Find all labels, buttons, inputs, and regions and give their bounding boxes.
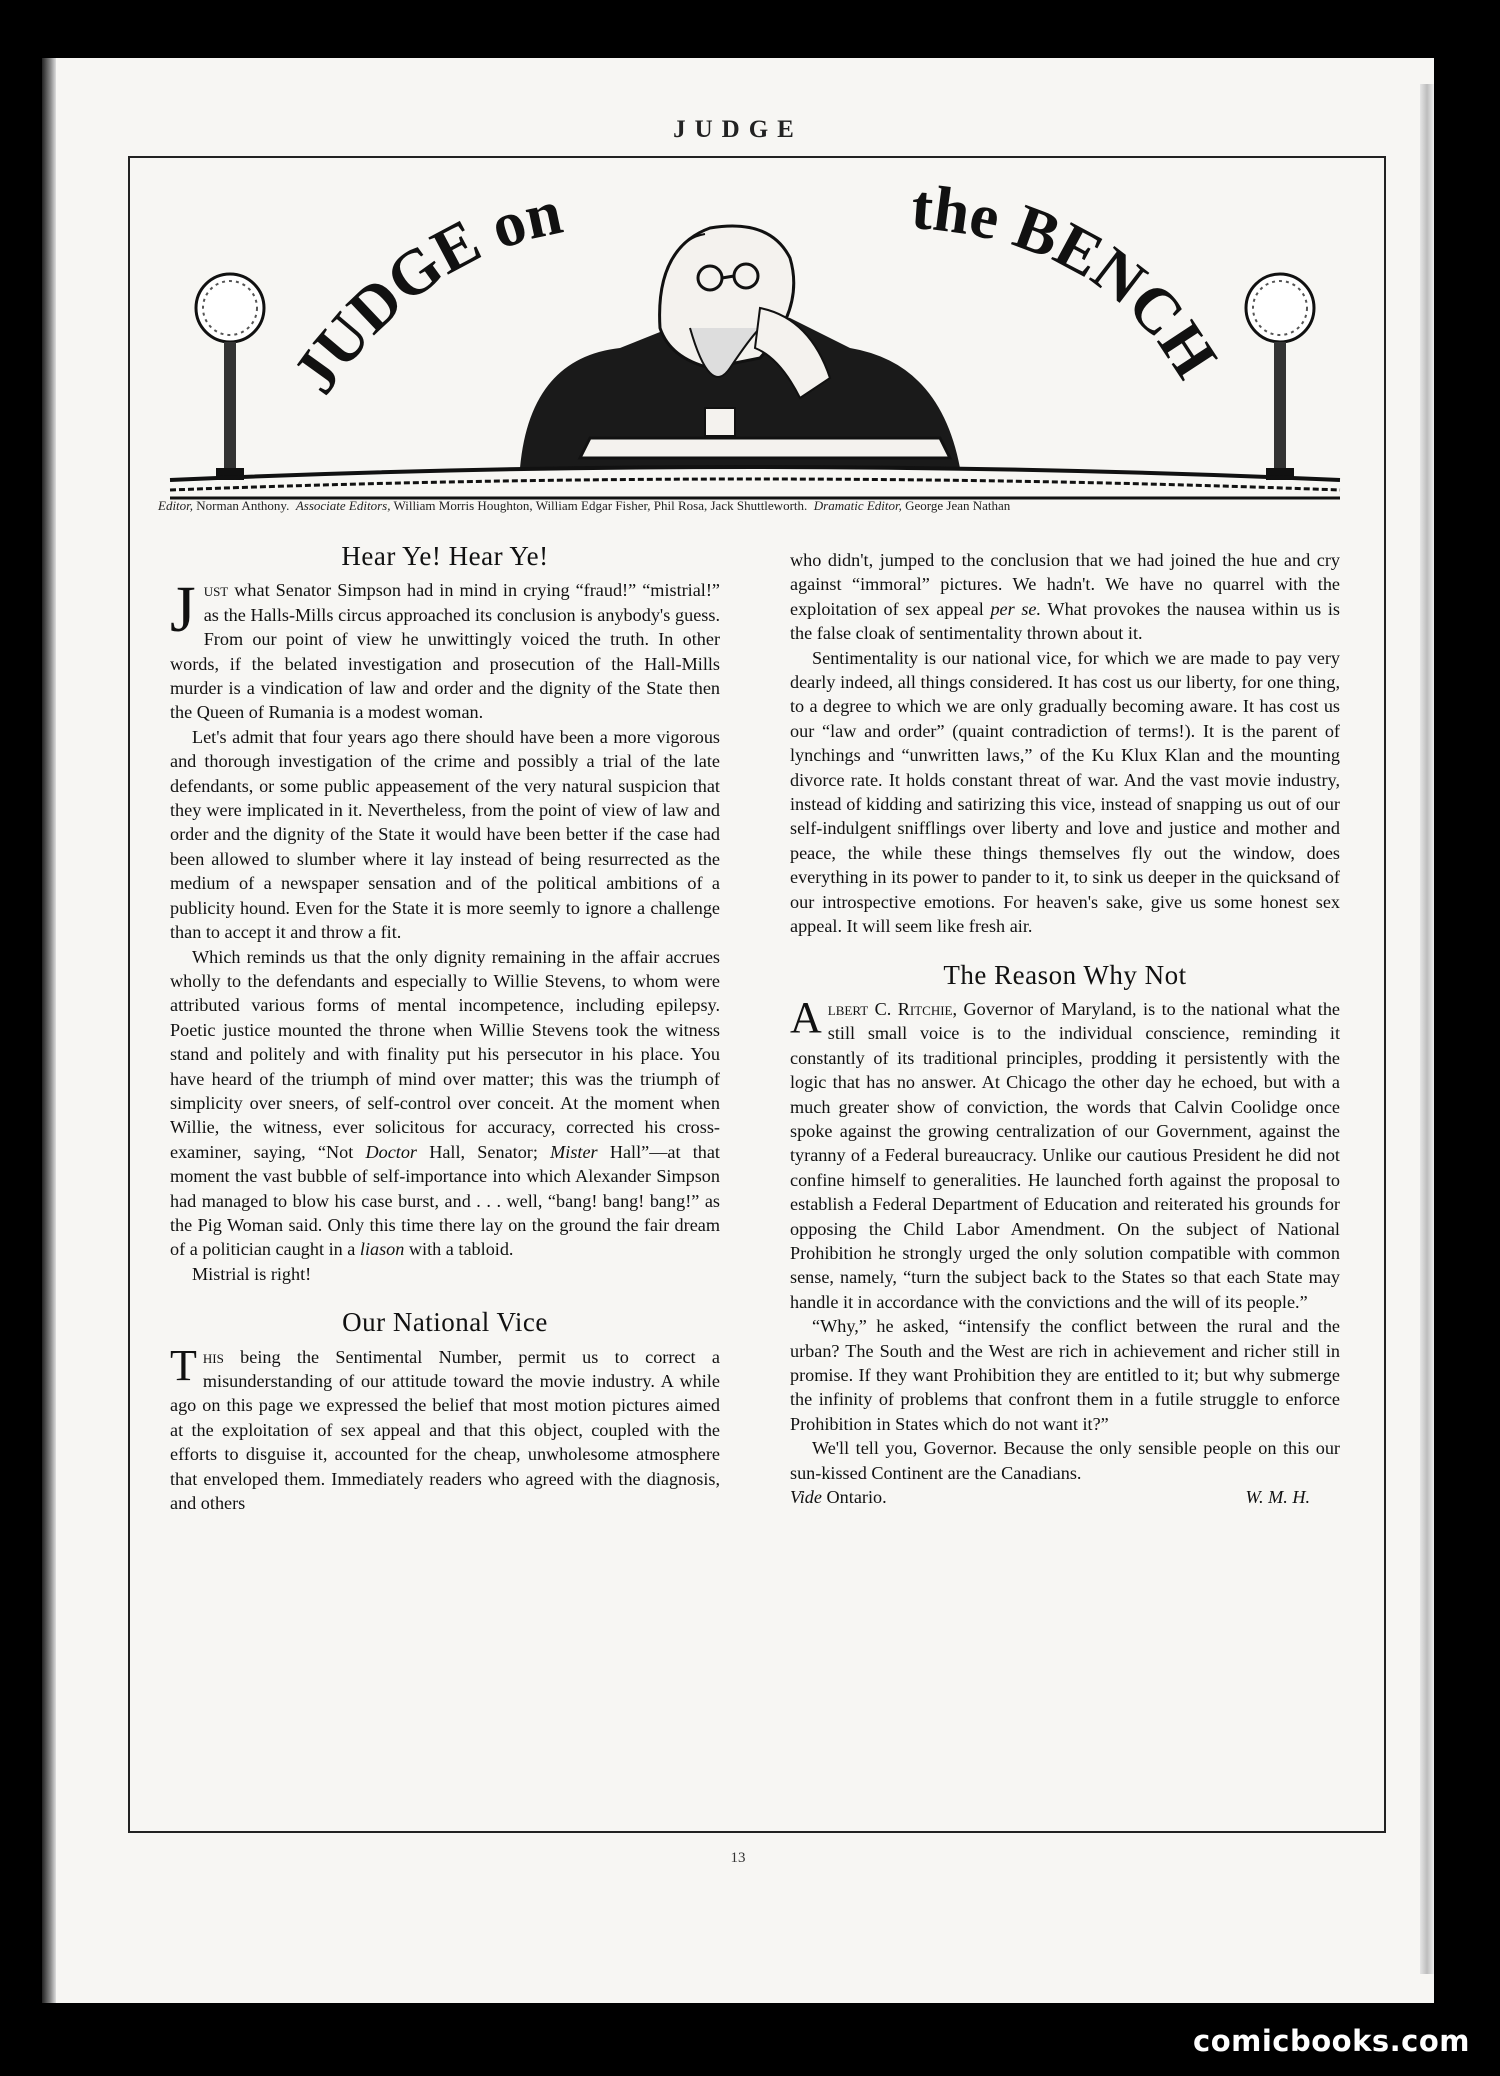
article-heading: Our National Vice <box>342 1307 548 1338</box>
article-paragraph: who didn't, jumped to the conclusion that we had joined the hue and cry against “immoral” pictures. We hadn't. We have no quarrel with the exploitation of sex appeal per se. What provokes the nausea within us is the false cloak of sentimentality thrown about it. <box>790 550 1341 644</box>
magazine-page <box>42 58 1434 2003</box>
drop-cap: A <box>790 992 822 1042</box>
article-paragraph: This being the Sentimental Number, permit us to correct a misunderstanding of our attitude toward the movie industry. A while ago on this page we expressed the belief that most motion pictures aimed at the exploitation of sex appeal and that this object, coupled with the efforts to disguise it, accounted for the cheap, unwholesome atmosphere that enveloped them. Immediately readers who agreed with the diagnosis, and others <box>170 1340 720 1514</box>
article-paragraph: Mistrial is right! <box>192 1263 312 1284</box>
article-paragraph: Let's admit that four years ago there should have been a more vigorous and thorough investigation of the crime and possibly a trial of the late defendants, or some public appeasement of the very natural suspicion that they were implicated in it. Nevertheless, from the point of view of law and order and the dignity of the State it would have been better if the case had been allowed to slumber where it lay instead of being resurrected as the medium of a newspaper sensation and of the political ambitions of a publicity hound. Even for the State it is more seemly to ignore a challenge than to accept it and throw a fit. <box>170 726 720 943</box>
article-heading: The Reason Why Not <box>943 959 1187 990</box>
page-spine <box>42 58 56 2003</box>
drop-cap: J <box>170 573 196 647</box>
dramatic-editor-name: George Jean Nathan <box>901 498 1011 513</box>
associate-editors-role: Associate Editors, <box>295 498 391 513</box>
running-head: JUDGE <box>673 116 803 143</box>
content-frame <box>128 156 1386 1833</box>
article-paragraph: Which reminds us that the only dignity remaining in the affair accrues wholly to the defendants and especially to Willie Stevens, to whom were attributed various forms of mental incompetence, including epilepsy. Poetic justice mounted the throne when Willie Stevens took the witness stand and politely and with finality put his persecutor in his place. You have heard of the triumph of mind over matter; this was the triumph of simplicity over sneers, of self-control over conceit. At the moment when Willie, the witness, ever solicitous for accuracy, corrected his cross-examiner, saying, “Not Doctor Hall, Senator; Mister Hall”—at that moment the vast bubble of self-importance into which Alexander Simpson had managed to blow his case burst, and . . . well, “bang! bang! bang!” as the Pig Woman said. Only this time there lay on the ground the fair dream of a politician caught in a liason with a tabloid. <box>170 946 720 1260</box>
banner-title-right: the BENCH <box>909 171 1232 390</box>
drop-cap: T <box>170 1340 197 1390</box>
masthead-illustration <box>150 168 1360 508</box>
vide: Vide <box>790 1487 822 1508</box>
article-paragraph: We'll tell you, Governor. Because the only sensible people on this our sun-kissed Continent are the Canadians. <box>790 1438 1340 1483</box>
banner-title-left: JUDGE on <box>278 175 568 406</box>
left-column <box>170 541 720 1515</box>
article-paragraph: Just what Senator Simpson had in mind in crying “fraud!” “mistrial!” as the Halls-Mills circus approached its conclusion is anybody's guess. From our point of view he unwittingly voiced the truth. In other words, if the belated investigation and prosecution of the Hall-Mills murder is a vindication of law and order and the dignity of the State then the Queen of Rumania is a modest woman. <box>170 573 720 723</box>
article-heading: Hear Ye! Hear Ye! <box>341 541 549 571</box>
editor-name: Norman Anthony. <box>193 498 290 513</box>
editor-role: Editor, <box>158 498 194 513</box>
left-lamp-icon <box>196 274 264 480</box>
judge-figure-icon <box>520 226 960 468</box>
editors-line <box>158 498 1368 514</box>
author-signature: W. M. H. <box>1245 1487 1310 1508</box>
article-paragraph: Albert C. Ritchie, Governor of Maryland, is to the national what the still small voice is to the individual conscience, reminding it constantly of its traditional principles, prodding it persistently with the logic that has no answer. At Chicago the other day he echoed, but with a much greater show of conviction, the words that Calvin Coolidge once spoke against the growing centralization of our Government, against the tyranny of a Federal bureaucracy. Unlike our cautious President he did not confine himself to generalities. He launched forth against the proposal to establish a Federal Department of Education and reiterated his grounds for opposing the Child Labor Amendment. On the subject of National Prohibition he strongly urged the only solution compatible with common sense, namely, “turn the subject back to the States so that each State may handle it in accordance with the convictions and the will of its people.” <box>790 992 1340 1312</box>
dramatic-editor-role: Dramatic Editor, <box>813 498 902 513</box>
page-edge <box>1420 84 1434 1974</box>
watermark: comicbooks.com <box>1193 2024 1470 2058</box>
bench-icon <box>170 438 1340 498</box>
article-paragraph: “Why,” he asked, “intensify the conflict between the rural and the urban? The South and the West are rich in achievement and richer still in promise. If they want Prohibition they are entitled to it; but why submerge the infinity of problems that confront them in a futile struggle to enforce Prohibition in States which do not want it?” <box>790 1316 1340 1434</box>
signature-line: Vide Ontario. W. M. H. <box>790 1485 1340 1509</box>
page-number: 13 <box>730 1850 746 1866</box>
associate-editors-names: William Morris Houghton, William Edgar Fisher, Phil Rosa, Jack Shuttleworth. <box>390 498 808 513</box>
article-paragraph: Sentimentality is our national vice, for which we are made to pay very dearly indeed, all things considered. It has cost us our liberty, for one thing, to a degree to which we are only gradually becoming aware. It has cost us our “law and order” (quaint contradiction of terms!). It is the parent of lynchings and “unwritten laws,” of the Ku Klux Klan and the mounting divorce rate. It holds constant threat of war. And the vast movie industry, instead of kidding and satirizing this vice, instead of snapping us out of our self-indulgent snifflings over liberty and love and justice and mother and peace, the while these things themselves fly out the window, does everything in its power to pander to it, to sink us deeper in the quicksand of our introspective emotions. For heaven's sake, give us some honest sex appeal. It will seem like fresh air. <box>790 647 1340 937</box>
right-column <box>790 548 1340 1509</box>
right-lamp-icon <box>1246 274 1314 480</box>
